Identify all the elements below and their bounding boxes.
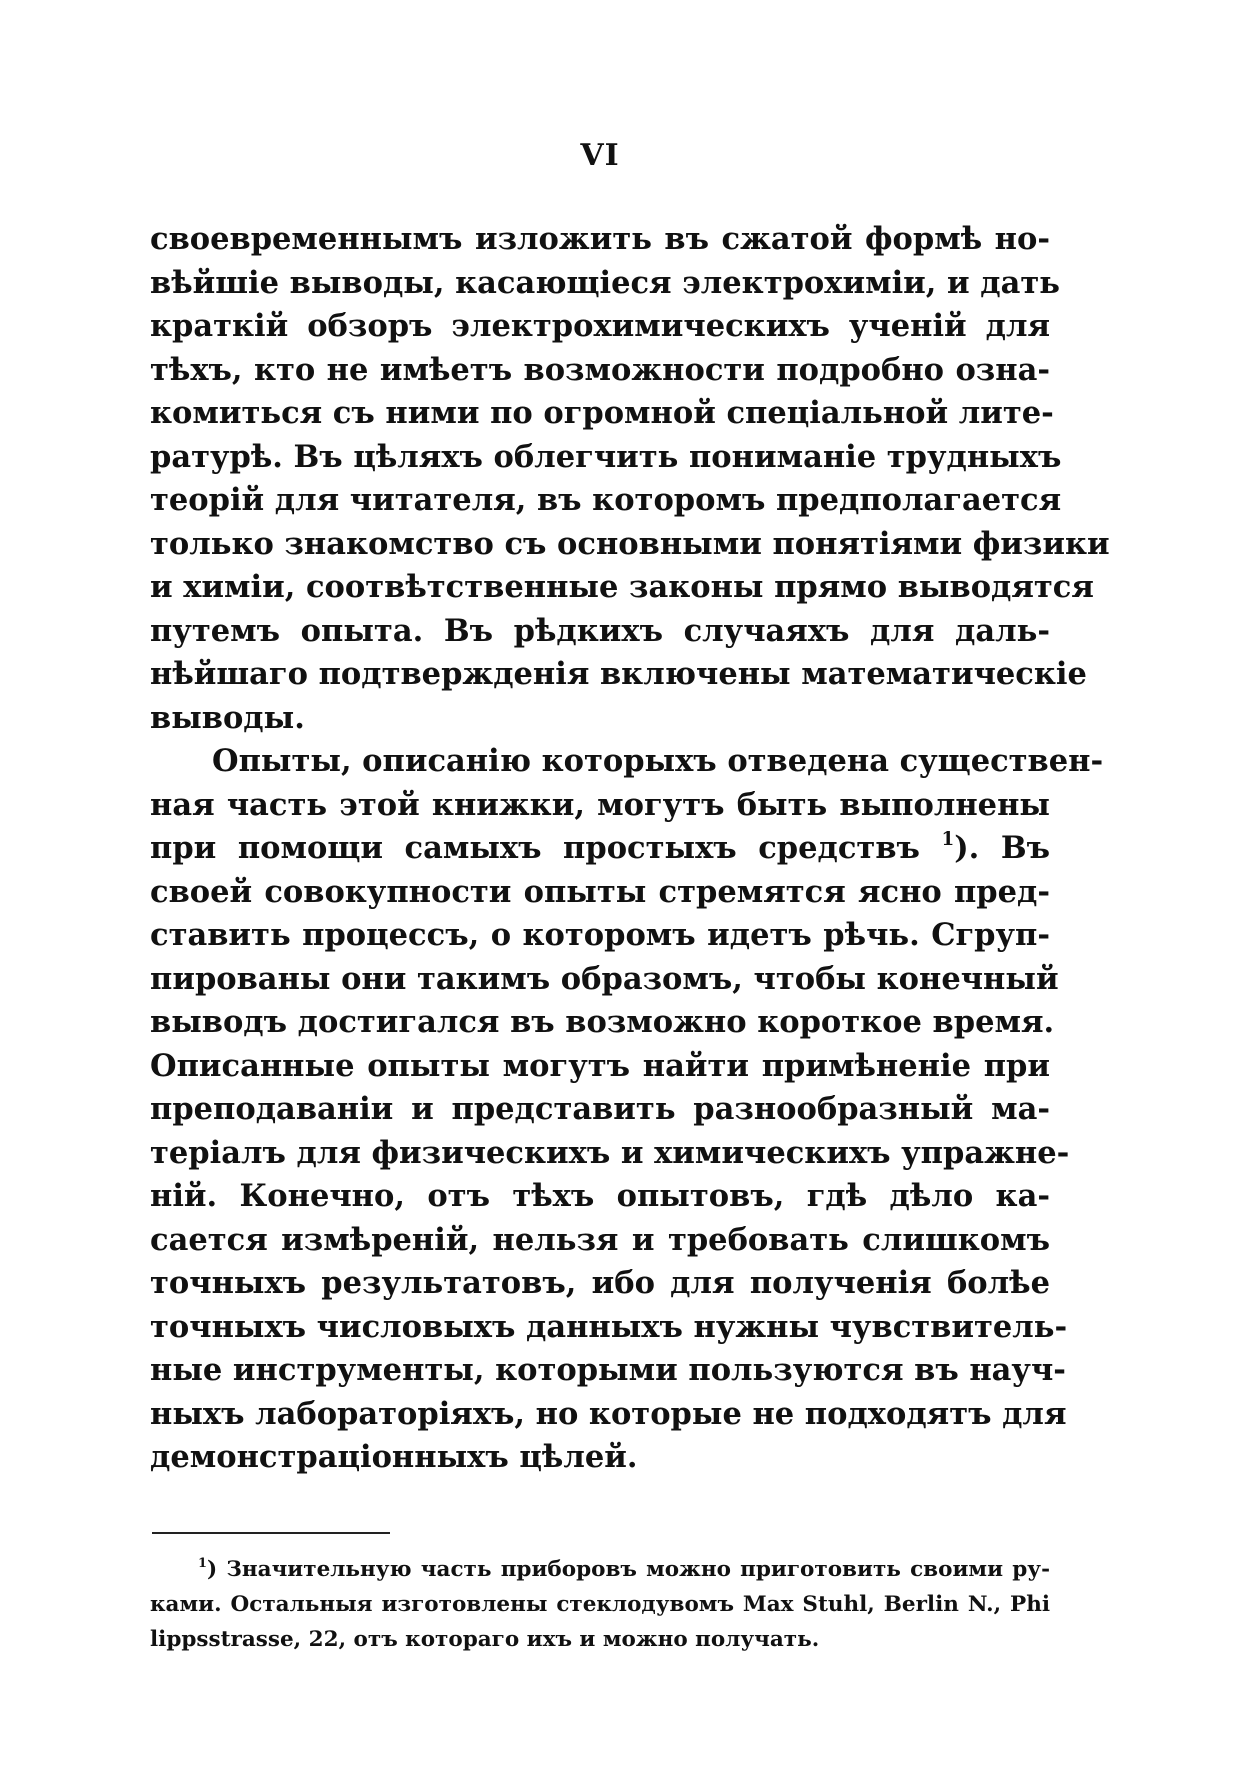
page-number: VI xyxy=(580,138,620,173)
footnote-line: ками. Остальныя изготовлены стеклодувомъ Max Stuhl, Berlin N., Phi xyxy=(150,1592,1050,1617)
text-line: только знакомство съ основными понятіями физики xyxy=(150,525,1110,562)
text-line: своей совокупности опыты стремятся ясно пред- xyxy=(150,873,1050,910)
paragraph-1 xyxy=(150,218,1110,740)
text-line-part: ). Въ xyxy=(954,830,1050,866)
text-line: пированы они такимъ образомъ, чтобы конечный xyxy=(150,960,1059,997)
footnote-line: lippsstrasse, 22, отъ котораго ихъ и можно получать. xyxy=(150,1627,820,1652)
text-line: демонстраціонныхъ цѣлей. xyxy=(150,1439,638,1475)
text-line: точныхъ результатовъ, ибо для полученія болѣе xyxy=(150,1265,1050,1301)
text-line: ратурѣ. Въ цѣляхъ облегчить пониманіе трудныхъ xyxy=(150,438,1062,475)
text-line: путемъ опыта. Въ рѣдкихъ случаяхъ для даль- xyxy=(150,612,1050,649)
text-line: выводы. xyxy=(150,699,305,736)
text-line: ная часть этой книжки, могутъ быть выполнены xyxy=(150,786,1050,823)
text-line: Опыты, описанію которыхъ отведена существен- xyxy=(212,743,1104,779)
text-line: ній. Конечно, отъ тѣхъ опытовъ, гдѣ дѣло ка- xyxy=(150,1178,1050,1214)
body-text xyxy=(150,218,1110,1480)
text-line-with-footnote xyxy=(150,827,1050,871)
footnote-line xyxy=(150,1552,1050,1587)
text-line: нѣйшаго подтвержденія включены математическіе xyxy=(150,656,1087,692)
footnote-marker: 1 xyxy=(198,1555,207,1571)
text-line: ставить процессъ, о которомъ идетъ рѣчь. Сгруп- xyxy=(150,917,1050,953)
text-line: тѣхъ, кто не имѣетъ возможности подробно озна- xyxy=(150,351,1050,388)
footnote-divider xyxy=(152,1532,390,1534)
text-line: точныхъ числовыхъ данныхъ нужны чувствитель- xyxy=(150,1308,1068,1345)
text-line: краткій обзоръ электрохимическихъ ученій для xyxy=(150,308,1050,344)
text-line-part: при помощи самыхъ простыхъ средствъ xyxy=(150,830,920,866)
text-line: выводъ достигался въ возможно короткое время. xyxy=(150,1004,1055,1040)
text-line: комиться съ ними по огромной спеціальной лите- xyxy=(150,395,1054,431)
paragraph-2 xyxy=(150,740,1104,1480)
text-line: ныхъ лабораторіяхъ, но которые не подходятъ для xyxy=(150,1395,1067,1432)
text-line: Описанные опыты могутъ найти примѣненіе при xyxy=(150,1047,1050,1084)
text-line: вѣйшіе выводы, касающіеся электрохиміи, и дать xyxy=(150,264,1060,301)
text-line: и химіи, соотвѣтственные законы прямо выводятся xyxy=(150,569,1094,605)
footnote-text: ) Значительную часть приборовъ можно приготовить своими ру- xyxy=(206,1557,1050,1582)
text-line: теорій для читателя, въ которомъ предполагается xyxy=(150,482,1062,518)
footnote-reference: 1 xyxy=(941,829,955,851)
text-line: преподаваніи и представить разнообразный ма- xyxy=(150,1091,1050,1127)
footnote xyxy=(150,1552,1050,1657)
text-line: сается измѣреній, нельзя и требовать слишкомъ xyxy=(150,1221,1050,1258)
text-line: ные инструменты, которыми пользуются въ науч- xyxy=(150,1352,1066,1388)
text-line: своевременнымъ изложить въ сжатой формѣ но- xyxy=(150,221,1050,257)
text-line: теріалъ для физическихъ и химическихъ упражне- xyxy=(150,1134,1070,1171)
